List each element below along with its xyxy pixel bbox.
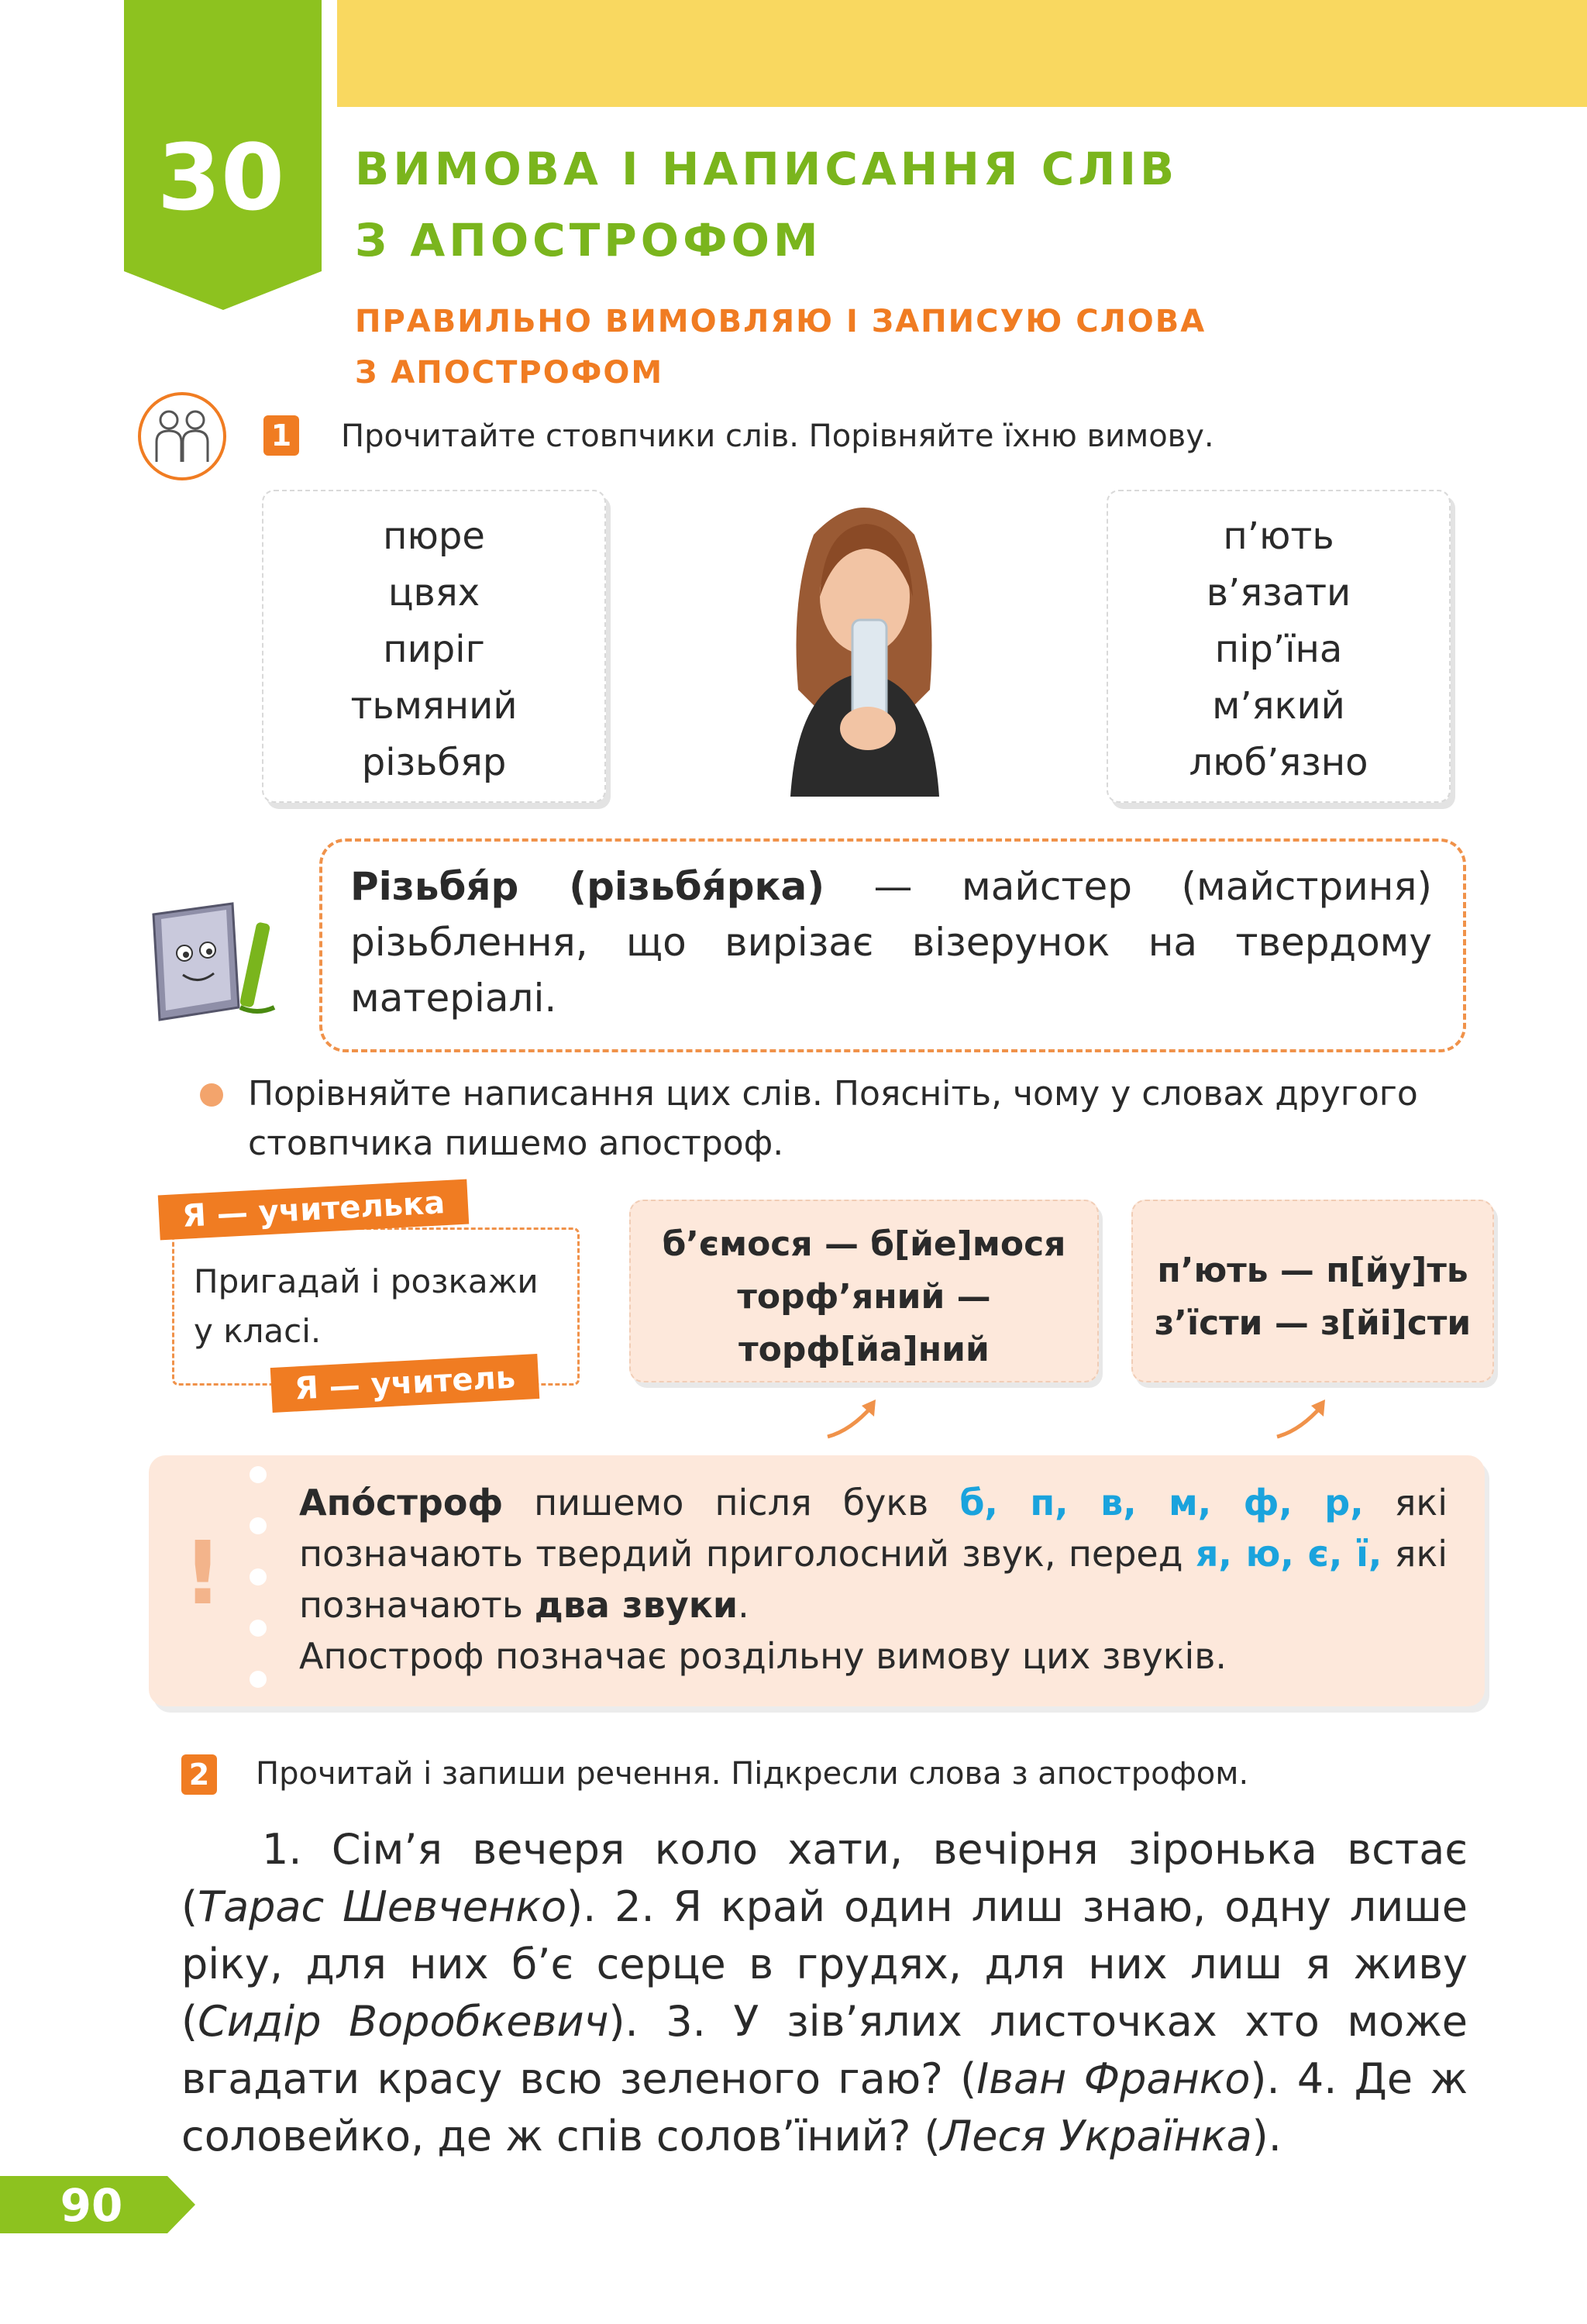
word-item: тьмяний [350,684,518,728]
word-item: п’ють [1223,515,1334,558]
author-name: Іван Франко [976,2054,1251,2103]
sentences-paragraph: 1. Сім’я вечеря коло хати, вечірня зіронька встає (Тарас Шевченко). 2. Я край один лиш знаю, одну лише ріку, для них б’є серце в грудях, для них лиш я живу (Сидір Воробкевич). 3. У зів’ялих листочках хто може вгадати красу всю зеленого гаю? (Іван Франко). 4. Де ж соловейко, де ж спів солов’їний? (Леся Українка). [181,1825,1468,2160]
word-item: пір’їна [1214,628,1343,671]
example-line: торф[йа]ний [738,1330,990,1369]
ribbon-teacher-female: Я — учителька [158,1179,470,1241]
author-name: Сидір Воробкевич [198,1997,609,2046]
word-item: м’який [1212,684,1345,728]
task-2-text: Прочитай і запиши речення. Підкресли слова з апострофом. [256,1756,1249,1792]
definition-term: Різьбя́р (різьбя́рка) [350,864,825,909]
example-line: з’їсти — з[йі]сти [1154,1303,1472,1343]
consonant-letters: б, п, в, м, ф, р, [959,1482,1364,1524]
bullet-dot [200,1083,223,1107]
task-1-badge: 1 [263,415,299,456]
example-box-2 [1131,1200,1494,1382]
task-1-text: Прочитайте стовпчики слів. Порівняйте їхню вимову. [341,418,1214,454]
definition-text: Різьбя́р (різьбя́рка) — майстер (майстриня) різьблення, що вирізає візерунок на твердому матеріалі. [350,864,1433,1021]
dictionary-mascot-icon [139,891,287,1031]
word-item: різьбяр [361,741,507,784]
rule-dot [250,1671,267,1688]
exclamation-icon: ! [183,1524,223,1624]
pair-work-icon [136,391,228,482]
author-name: Тарас Шевченко [198,1882,566,1931]
bullet-note: Порівняйте написання цих слів. Поясніть, чому у словах другого стовпчика пишемо апостроф. [248,1074,1418,1163]
word-item: люб’язно [1189,741,1368,784]
word-item: пиріг [383,628,485,671]
lesson-title: ВИМОВА І НАПИСАННЯ СЛІВ З АПОСТРОФОМ [355,143,1179,267]
ribbon-teacher-male: Я — учитель [270,1354,540,1413]
curved-arrow-icon [1271,1395,1333,1441]
rule-dot [250,1466,267,1483]
header-band [337,0,1587,107]
word-card-right [1107,490,1451,803]
example-line: торф’яний — [737,1277,991,1317]
example-line: п’ють — п[йу]ть [1157,1251,1468,1290]
word-item: цвях [387,571,480,615]
lesson-number: 30 [157,124,285,231]
curved-arrow-icon [821,1395,883,1441]
word-card-left [262,490,606,803]
rule-dot [250,1568,267,1585]
example-line: б’ємося — б[йе]мося [662,1224,1066,1264]
girl-photo [759,488,969,797]
task-2-badge: 2 [181,1754,217,1795]
rule-dot [250,1620,267,1637]
teacher-tip-text: Пригадай і розкажи у класі. [194,1262,539,1350]
rule-text: Апо́строф пишемо після букв б, п, в, м, ф, р, які позначають твердий приголосний звук, перед я, ю, є, ї, які позначають два звуки. Апостроф позначає роздільну вимову цих звуків. [299,1482,1448,1677]
page-number: 90 [60,2179,123,2232]
word-item: в’язати [1206,571,1351,615]
lesson-subtitle: ПРАВИЛЬНО ВИМОВЛЯЮ І ЗАПИСУЮ СЛОВА З АПОСТРОФОМ [355,304,1207,391]
word-item: пюре [383,515,485,558]
example-box-1 [629,1200,1099,1382]
rule-dot [250,1517,267,1534]
author-name: Леся Українка [940,2112,1252,2160]
vowel-letters: я, ю, є, ї, [1195,1533,1382,1575]
